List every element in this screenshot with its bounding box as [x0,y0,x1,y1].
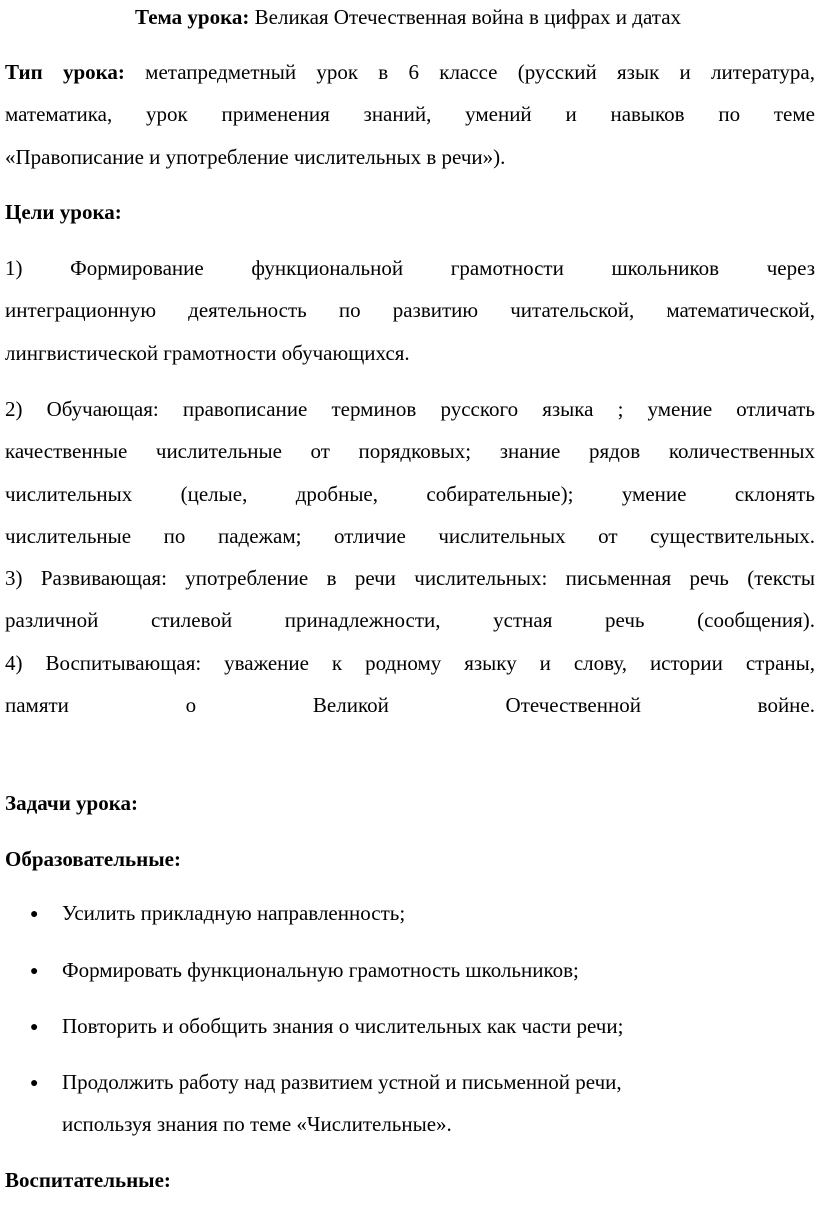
goal-1-line-2: интеграционную деятельность по развитию читательской, математической, [5,298,815,322]
task-item-2: Формировать функциональную грамотность школьников; [62,958,579,982]
educational-heading [5,846,815,872]
task-item-4: Продолжить работу над развитием устной и письменной речи, [62,1070,622,1094]
lesson-type-line-1 [5,59,815,85]
tasks-heading [5,790,815,816]
lesson-type-text-1: метапредметный урок в 6 классе (русский язык и литература, [124,60,815,84]
lesson-type-label-text: Тип урока: [5,60,125,84]
lesson-type-line-2: математика, урок применения знаний, умений и навыков по теме [5,102,815,126]
goal-2-line-2: качественные числительные от порядковых; знание рядов количественных [5,439,815,463]
lesson-title-text: Великая Отечественная война в цифрах и датах [249,5,682,29]
goal-2-line-3: числительных (целые, дробные, собирательные); умение склонять [5,482,815,506]
goals-heading-text: Цели урока: [5,200,122,224]
lesson-title [0,4,816,30]
bullet-icon: ● [30,964,39,979]
lesson-title-label: Тема урока: [134,5,250,29]
goal-2-line-4: числительные по падежам; отличие числительных от существительных. [5,524,815,548]
lesson-type-line-3: «Правописание и употребление числительных в речи»). [5,145,506,169]
goal-4-line-2: памяти о Великой Отечественной войне. [5,693,815,717]
task-item-4-continued: используя знания по теме «Числительные». [62,1112,452,1136]
goals-heading [5,199,815,225]
goal-4-line-1: 4) Воспитывающая: уважение к родному языку и слову, истории страны, [5,651,815,675]
goal-3-line-2: различной стилевой принадлежности, устная речь (сообщения). [5,608,815,632]
educational-heading-text: Образовательные: [5,847,181,871]
goal-3-line-1: 3) Развивающая: употребление в речи числительных: письменная речь (тексты [5,566,815,590]
goal-2-line-1: 2) Обучающая: правописание терминов русского языка ; умение отличать [5,397,815,421]
task-item-1: Усилить прикладную направленность; [62,901,406,925]
upbringing-heading-text: Воспитательные: [5,1168,171,1192]
bullet-icon: ● [30,1020,39,1035]
goal-1-line-1: 1) Формирование функциональной грамотности школьников через [5,256,815,280]
goal-1-line-3: лингвистической грамотности обучающихся. [5,341,410,365]
upbringing-heading [5,1167,815,1193]
task-item-3: Повторить и обобщить знания о числительных как части речи; [62,1014,624,1038]
bullet-icon: ● [30,907,39,922]
bullet-icon: ● [30,1076,39,1091]
tasks-heading-text: Задачи урока: [5,791,139,815]
